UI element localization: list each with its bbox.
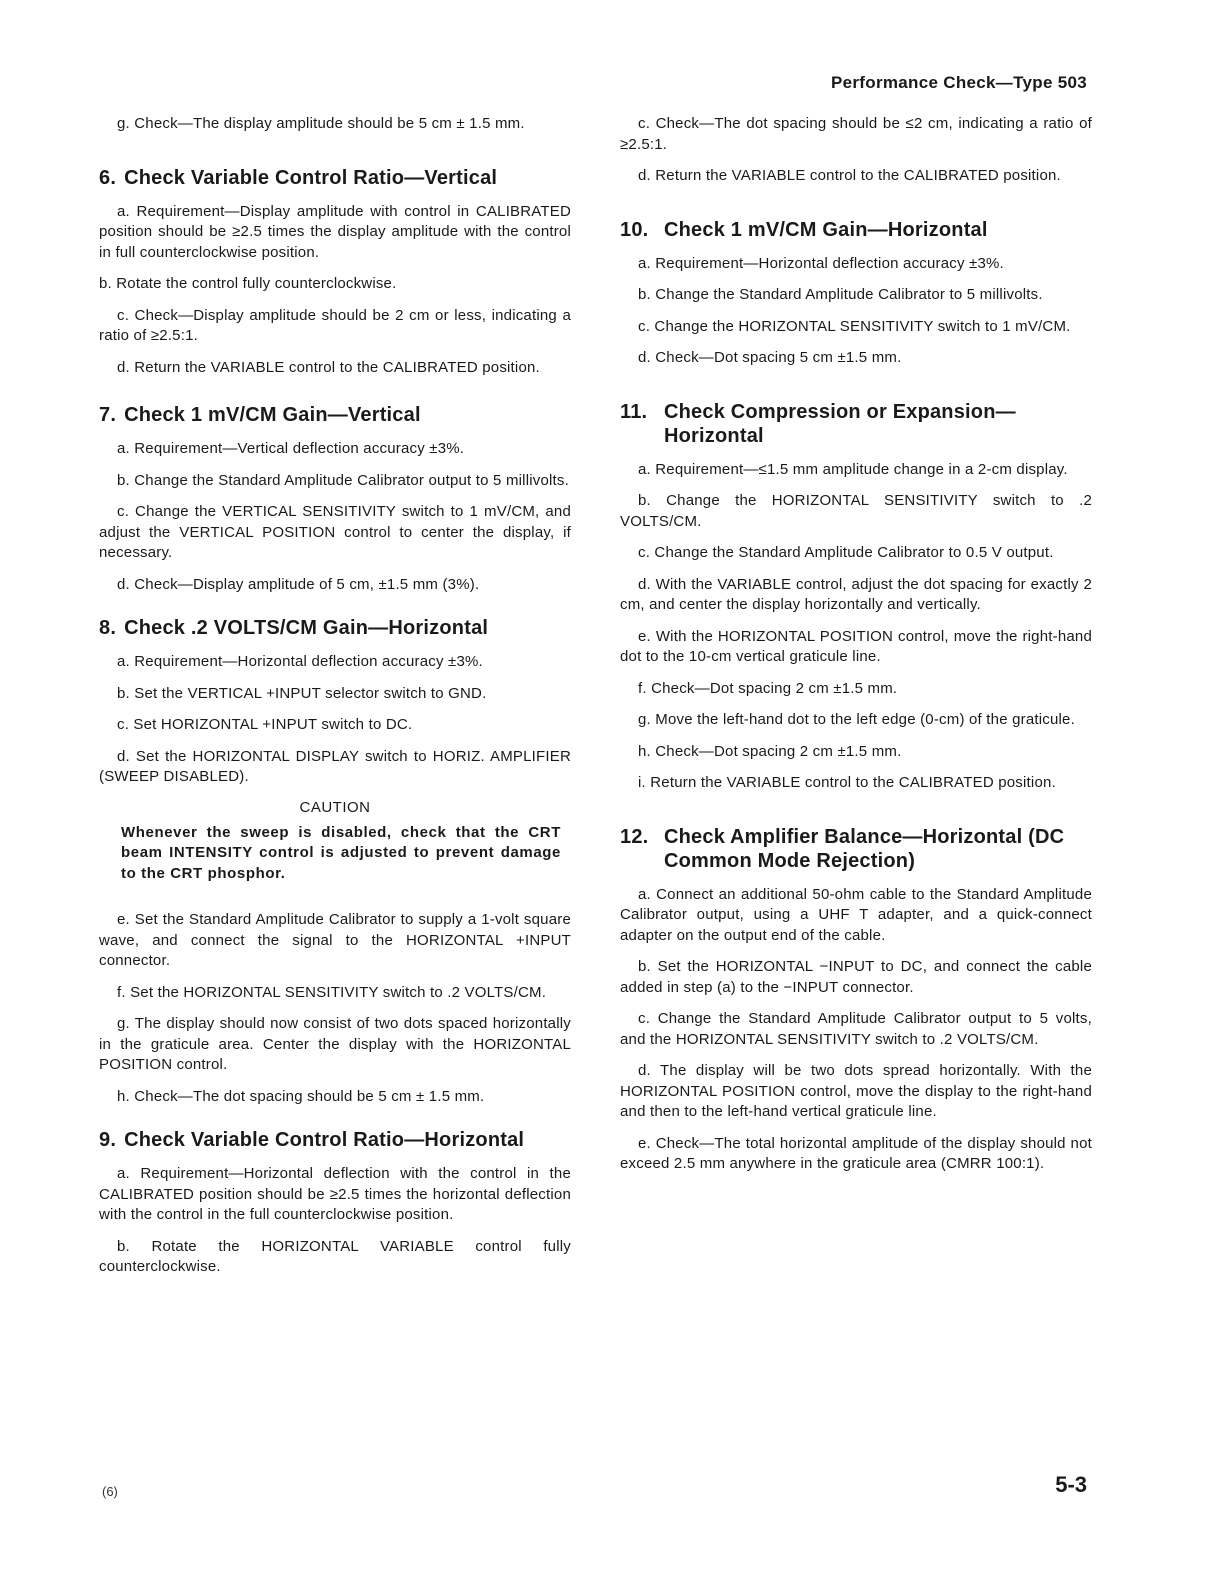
step-11a: a. Requirement—≤1.5 mm amplitude change in a 2-cm display. xyxy=(638,460,1068,478)
section-10-heading xyxy=(620,218,1092,242)
step-11g: g. Move the left-hand dot to the left edge (0-cm) of the graticule. xyxy=(638,711,1075,728)
step-10c: c. Change the HORIZONTAL SENSITIVITY switch to 1 mV/CM. xyxy=(638,317,1071,335)
step-11d: d. With the VARIABLE control, adjust the dot spacing for exactly 2 cm, and center the display horizontally and vertically. xyxy=(620,575,1092,613)
section-7-heading xyxy=(99,403,571,427)
section-number: 11. xyxy=(620,400,648,423)
step-9c: c. Check—The dot spacing should be ≤2 cm, indicating a ratio of ≥2.5:1. xyxy=(620,115,1092,153)
section-11-heading xyxy=(620,400,1092,448)
section-number: 9. xyxy=(99,1129,117,1151)
step-11b: b. Change the HORIZONTAL SENSITIVITY switch to .2 VOLTS/CM. xyxy=(620,492,1092,530)
step-11i: i. Return the VARIABLE control to the CALIBRATED position. xyxy=(638,774,1056,791)
section-number: 6. xyxy=(99,166,117,189)
caution-title: CAUTION xyxy=(299,798,371,816)
step-8h: h. Check—The dot spacing should be 5 cm ± 1.5 mm. xyxy=(117,1087,485,1105)
step-12c: c. Change the Standard Amplitude Calibrator output to 5 volts, and the HORIZONTAL SENSITIVITY switch to .2 VOLTS/CM. xyxy=(620,1010,1092,1048)
step-7b: b. Change the Standard Amplitude Calibrator output to 5 millivolts. xyxy=(117,471,569,489)
step-11f: f. Check—Dot spacing 2 cm ±1.5 mm. xyxy=(638,679,898,697)
section-title: Check Variable Control Ratio—Vertical xyxy=(124,166,498,189)
step-7d: d. Check—Display amplitude of 5 cm, ±1.5 mm (3%). xyxy=(117,575,480,593)
step-6c: c. Check—Display amplitude should be 2 cm or less, indicating a ratio of ≥2.5:1. xyxy=(99,306,571,344)
caution-body: Whenever the sweep is disabled, check that the CRT beam INTENSITY control is adjusted to prevent damage to the CRT phosphor. xyxy=(121,823,561,882)
step-10a: a. Requirement—Horizontal deflection accuracy ±3%. xyxy=(638,254,1004,272)
step-8g: g. The display should now consist of two dots spaced horizontally in the graticule area. Center the display with the HORIZONTAL POSITION control. xyxy=(99,1015,571,1073)
section-number: 12. xyxy=(620,825,649,848)
section-number: 8. xyxy=(99,617,117,639)
step-8d: d. Set the HORIZONTAL DISPLAY switch to HORIZ. AMPLIFIER (SWEEP DISABLED). xyxy=(99,747,571,785)
step-12e: e. Check—The total horizontal amplitude of the display should not exceed 2.5 mm anywhere in the graticule area (CMRR 100:1). xyxy=(620,1134,1092,1172)
step-12b: b. Set the HORIZONTAL −INPUT to DC, and connect the cable added in step (a) to the −INPUT connector. xyxy=(620,958,1092,996)
section-number: 10. xyxy=(620,218,649,241)
step-9b: b. Rotate the HORIZONTAL VARIABLE control fully counterclockwise. xyxy=(99,1237,571,1275)
step-5g: g. Check—The display amplitude should be 5 cm ± 1.5 mm. xyxy=(117,115,525,132)
step-8e: e. Set the Standard Amplitude Calibrator to supply a 1-volt square wave, and connect the signal to the HORIZONTAL +INPUT connector. xyxy=(99,911,571,969)
step-10b: b. Change the Standard Amplitude Calibrator to 5 millivolts. xyxy=(638,286,1043,303)
right-column xyxy=(620,114,1092,1186)
running-head: Performance Check—Type 503 xyxy=(831,73,1087,92)
section-title: Check Compression or Expansion— Horizontal xyxy=(664,400,1016,447)
step-6d: d. Return the VARIABLE control to the CALIBRATED position. xyxy=(117,358,540,376)
step-6b: b. Rotate the control fully counterclockwise. xyxy=(99,275,397,292)
footer-mark: (6) xyxy=(102,1484,118,1499)
section-title: Check 1 mV/CM Gain—Horizontal xyxy=(664,218,988,241)
section-6-heading xyxy=(99,166,571,190)
step-10d: d. Check—Dot spacing 5 cm ±1.5 mm. xyxy=(638,349,902,366)
section-title: Check Variable Control Ratio—Horizontal xyxy=(124,1129,525,1151)
section-9-heading xyxy=(99,1128,571,1152)
step-6a: a. Requirement—Display amplitude with control in CALIBRATED position should be ≥2.5 times the display amplitude with the control in full counterclockwise position. xyxy=(99,202,571,261)
section-title: Check Amplifier Balance—Horizontal (DC Common Mode Rejection) xyxy=(664,825,1065,872)
step-11e: e. With the HORIZONTAL POSITION control, move the right-hand dot to the 10-cm vertical graticule line. xyxy=(620,627,1092,665)
step-8a: a. Requirement—Horizontal deflection accuracy ±3%. xyxy=(117,653,483,670)
step-7a: a. Requirement—Vertical deflection accuracy ±3%. xyxy=(117,440,465,457)
step-11h: h. Check—Dot spacing 2 cm ±1.5 mm. xyxy=(638,742,902,760)
step-7c: c. Change the VERTICAL SENSITIVITY switch to 1 mV/CM, and adjust the VERTICAL POSITION control to center the display, if necessary. xyxy=(99,503,571,561)
step-12d: d. The display will be two dots spread horizontally. With the HORIZONTAL POSITION control, move the display to the right-hand and then to the left-hand vertical graticule line. xyxy=(620,1062,1092,1120)
section-8-heading xyxy=(99,616,571,640)
step-8f: f. Set the HORIZONTAL SENSITIVITY switch to .2 VOLTS/CM. xyxy=(117,983,547,1001)
section-number: 7. xyxy=(99,404,117,426)
step-9d: d. Return the VARIABLE control to the CALIBRATED position. xyxy=(638,167,1061,184)
step-8b: b. Set the VERTICAL +INPUT selector switch to GND. xyxy=(117,684,487,702)
step-8c: c. Set HORIZONTAL +INPUT switch to DC. xyxy=(117,716,413,733)
step-9a: a. Requirement—Horizontal deflection with the control in the CALIBRATED position should be ≥2.5 times the horizontal deflection with the control in the full counterclockwise position. xyxy=(99,1165,571,1223)
section-title: Check 1 mV/CM Gain—Vertical xyxy=(124,404,421,426)
step-11c: c. Change the Standard Amplitude Calibrator to 0.5 V output. xyxy=(638,544,1054,561)
page-number: 5-3 xyxy=(1055,1472,1087,1497)
section-12-heading xyxy=(620,825,1092,873)
section-title: Check .2 VOLTS/CM Gain—Horizontal xyxy=(124,617,489,639)
left-column xyxy=(99,114,571,1289)
step-12a: a. Connect an additional 50-ohm cable to the Standard Amplitude Calibrator output, using a UHF T adapter, and a quick-connect adapter on the output end of the cable. xyxy=(620,885,1092,944)
